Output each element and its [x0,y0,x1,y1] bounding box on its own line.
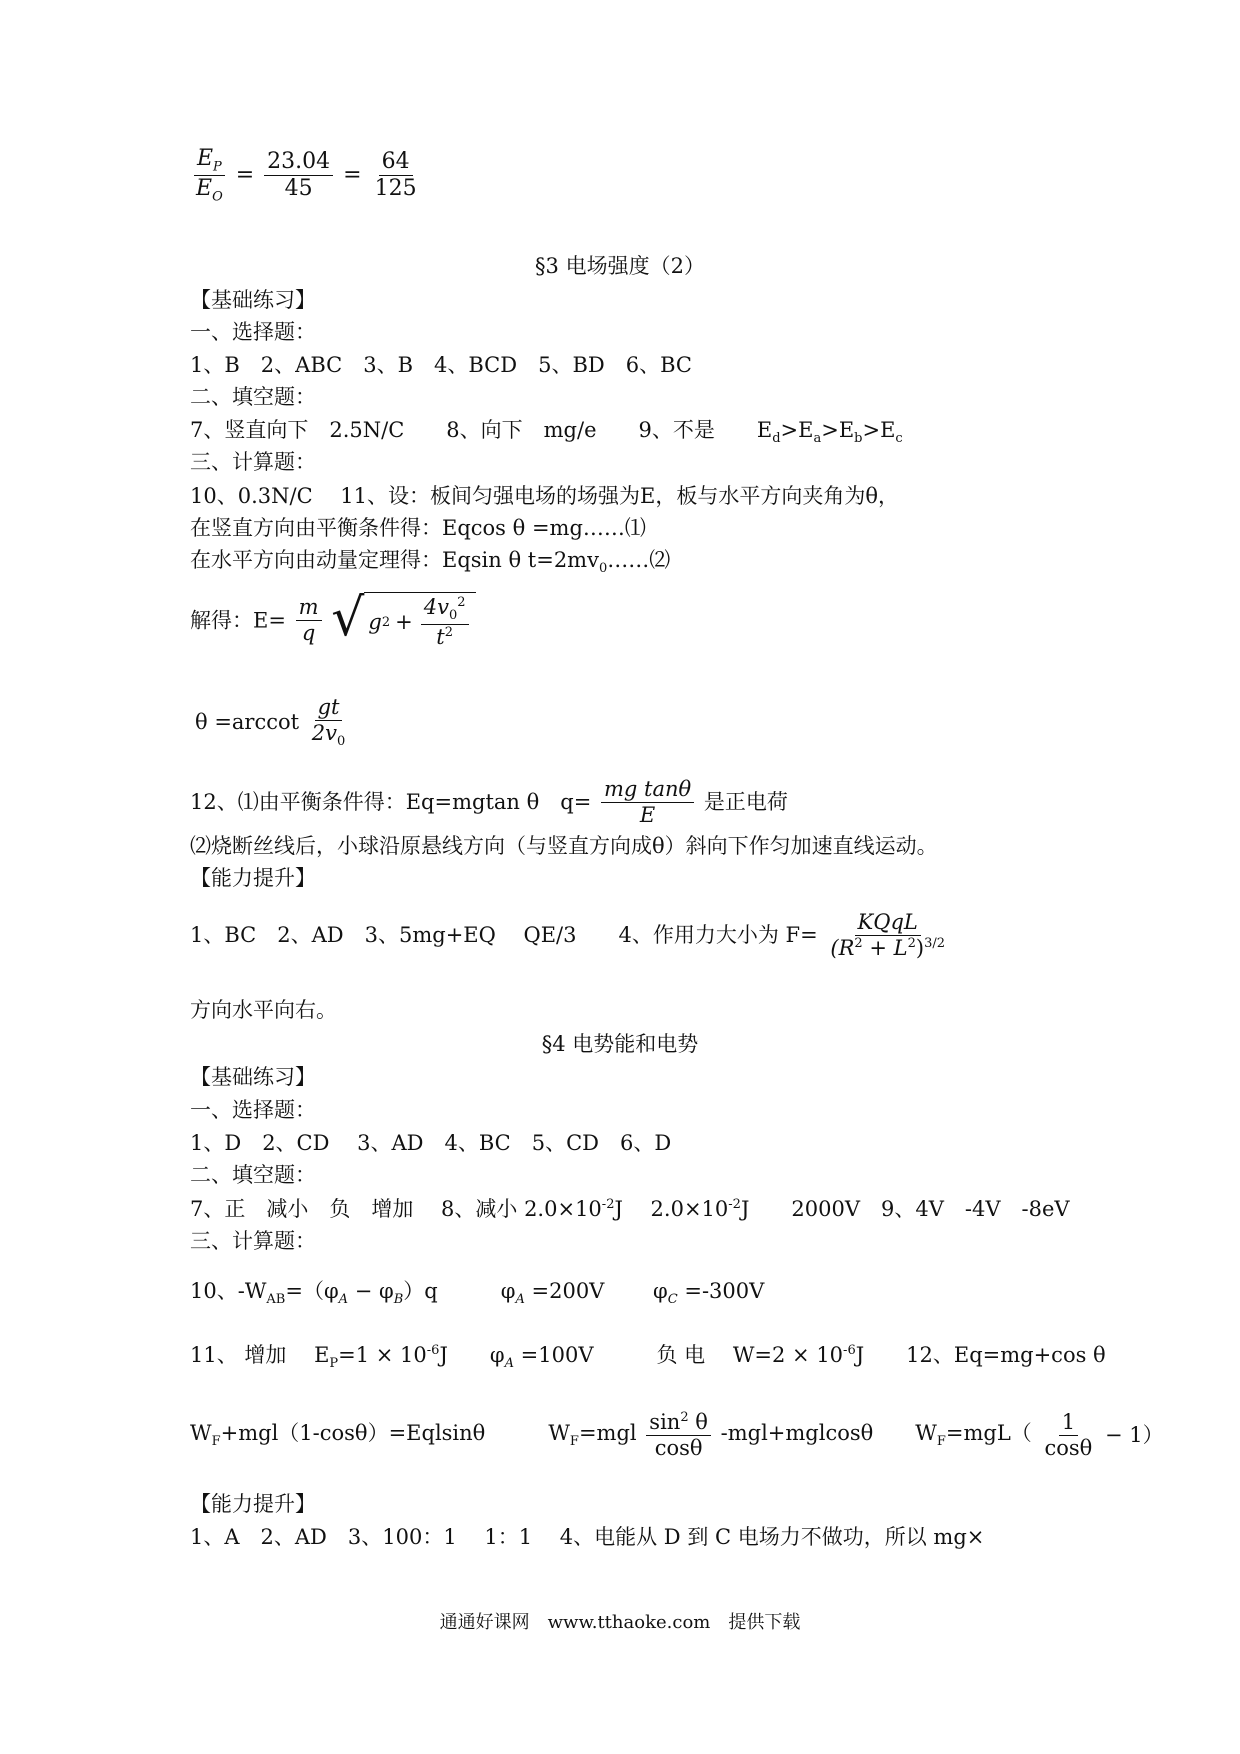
footer-credit: 通通好课网 www.tthaoke.com 提供下载 [439,1612,801,1633]
basic-practice-heading: 【基础练习】 [190,288,316,312]
answer-12-part1: 12、⑴由平衡条件得：Eq=mgtan θ q= $\frac{\text{mg tanθ}}{E}$ 是正电荷 [190,777,788,828]
sqrt-expression: √ g 2 + $\frac{4v_0^2}{t^2}$ [331,592,475,650]
fill-heading-2: 二、填空题： [190,1163,316,1187]
choice-answers-2: 1、D 2、CD 3、AD 4、BC 5、CD 6、D [190,1131,672,1155]
ability-answers: 1、BC 2、AD 3、5mg+EQ QE/3 4、作用力大小为 F= $\frac{\text{KQqL}}{(R^2 + L^2)^{3/2}}$ [190,910,945,961]
ability-answers-2: 1、A 2、AD 3、100：1 1：1 4、电能从 D 到 C 电场力不做功，所以 mg× [190,1525,985,1549]
answer-11-12: 11、 增加 $E_P=1 \times 10^{-6}J$ $\varphi_A =100V$ 负 电 $W=2 \times 10^{-6}J$ 12、Eq=mg+cos θ [190,1343,1106,1372]
fill-answers-2: 7、正 减小 负 增加 8、减小 $2.0\times 10^{-2}J$ $2.0\times 10^{-2}J$ 2000V 9、4V -4V -8eV [190,1197,1070,1221]
section-3-title: §3 电场强度（2） [535,254,705,278]
basic-practice-heading-2: 【基础练习】 [190,1065,316,1089]
answer-10-11: 10、0.3N/C 11、设：板间匀强电场的场强为E，板与水平方向夹角为θ， [190,484,900,508]
ep-numerator: E [196,146,214,171]
ep-eo-equation: $\frac{E_P}{E_O}$ = $\frac{23.04}{45}$ = $\frac{64}{125}$ [190,146,423,205]
vertical-balance-line: 在竖直方向由平衡条件得：Eqcos θ =mg……⑴ [190,516,646,540]
choice-answers: 1、B 2、ABC 3、B 4、BCD 5、BD 6、BC [190,353,692,377]
fill-answers: 7、竖直向下 2.5N/C 8、向下 mg/e 9、不是 $E_d>E_a>E_b>E_c$ [190,418,903,447]
theta-formula: θ =arccot $\frac{gt}{2v_0}$ [195,695,346,750]
direction-line: 方向水平向右。 [190,998,337,1022]
choice-heading: 一、选择题： [190,320,316,344]
eo-denominator: E [196,175,213,201]
horizontal-momentum-line: 在水平方向由动量定理得：Eqsin θ $t=2mv_0\dots\dots ⑵$ [190,548,671,577]
calc-heading: 三、计算题： [190,450,316,474]
solution-E-formula: 解得：E= $\frac{m}{q}$ √ g 2 + $\frac{4v_0^2}{t^2}$ [190,592,476,650]
answer-12-part2: ⑵烧断丝线后，小球沿原悬线方向（与竖直方向成θ）斜向下作匀加速直线运动。 [190,834,938,858]
calc-heading-2: 三、计算题： [190,1229,316,1253]
choice-heading-2: 一、选择题： [190,1098,316,1122]
answer-10-potential: 10、$-W_{AB}=(\varphi_A - \varphi_B)q$ $\varphi_A =200V$ $\varphi_C =-300V$ [190,1279,765,1308]
fill-heading: 二、填空题： [190,385,316,409]
ability-heading: 【能力提升】 [190,866,316,890]
section-4-title: §4 电势能和电势 [541,1032,699,1056]
ability-heading-2: 【能力提升】 [190,1492,316,1516]
work-formulas: $W_F+mgl(1-\cos\theta)=Eqlsin\theta$ $W_F=mgl$ $\frac{\sin^2 \theta}{\cos\theta}$ -mgl+mglcosθ $W_F=mgL$（ $\frac{1}{\cos\theta}$ − 1） [190,1410,1164,1461]
